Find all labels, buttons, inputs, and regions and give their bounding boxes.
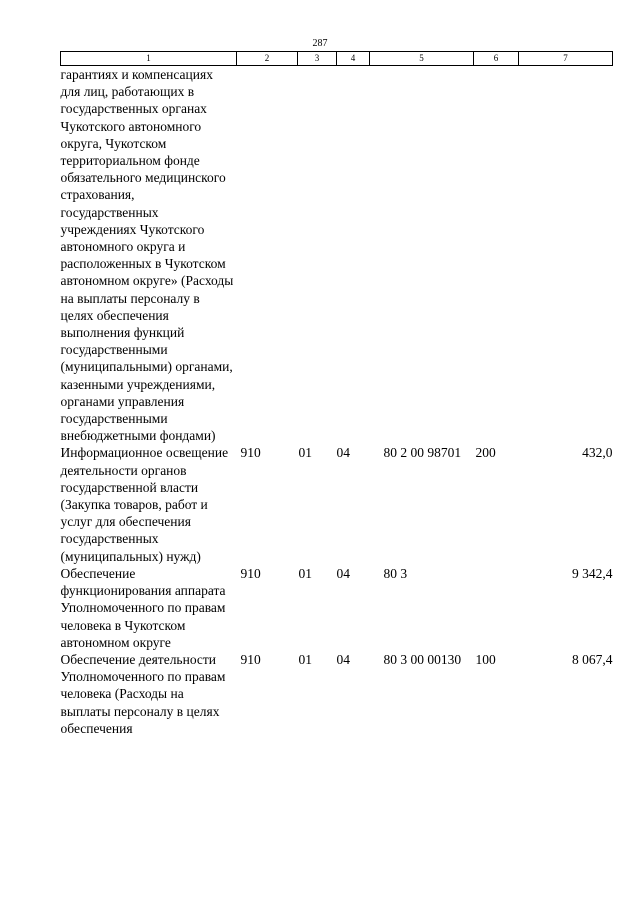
row-amount: 8 067,4 (572, 651, 613, 667)
table-row (61, 651, 613, 737)
row-amount: 9 342,4 (572, 565, 613, 581)
row-ministry-code: 910 (240, 565, 261, 581)
row-description: гарантиях и компенсациях для лиц, работающих в государственных органах Чукотского автономного округа, Чукотском территориальном фонде обязательного медицинского страхования, государственных учреждениях Чукотского автономного округа и расположенных в Чукотском автономном округе» (Расходы на выплаты персоналу в целях обеспечения выполнения функций государственными (муниципальными) органами, казенными учреждениями, органами управления государственными внебюджетными фондами) (60, 67, 234, 444)
row-subsection-code: 04 (336, 651, 350, 667)
row-ministry-code: 910 (240, 445, 261, 461)
column-number-row (61, 52, 613, 66)
row-description: Обеспечение функционирования аппарата Уполномоченного по правам человека в Чукотском автономном округе (60, 565, 226, 650)
row-ministry-code: 910 (240, 651, 261, 667)
row-target-article: 80 3 (383, 565, 408, 581)
row-section-code (298, 66, 337, 445)
table-row (61, 444, 613, 564)
row-section-code: 01 (298, 651, 312, 667)
row-target-article: 80 3 00 00130 (383, 651, 462, 667)
row-expense-type (474, 565, 519, 651)
row-amount (519, 66, 613, 445)
column-header-1: 1 (61, 52, 237, 66)
row-expense-type (474, 66, 519, 445)
column-header-7: 7 (519, 52, 613, 66)
page-number: 287 (312, 38, 328, 49)
row-section-code: 01 (298, 565, 312, 581)
row-ministry-code (237, 66, 298, 445)
budget-table (60, 51, 613, 737)
row-target-article (370, 66, 474, 445)
table-header (61, 52, 613, 66)
column-header-5: 5 (370, 52, 474, 66)
row-description: Обеспечение деятельности Уполномоченного по правам человека (Расходы на выплаты персоналу в целях обеспечения (60, 651, 226, 736)
column-header-2: 2 (237, 52, 298, 66)
row-subsection-code: 04 (336, 445, 350, 461)
row-target-article: 80 2 00 98701 (383, 445, 462, 461)
column-header-6: 6 (474, 52, 519, 66)
row-amount: 432,0 (582, 445, 613, 461)
row-expense-type: 100 (475, 651, 496, 667)
row-section-code: 01 (298, 445, 312, 461)
row-description: Информационное освещение деятельности органов государственной власти (Закупка товаров, работ и услуг для обеспечения государственных (муниципальных) нужд) (60, 445, 229, 564)
column-header-4: 4 (337, 52, 370, 66)
table-row (61, 565, 613, 651)
row-subsection-code: 04 (336, 565, 350, 581)
column-header-3: 3 (298, 52, 337, 66)
row-subsection-code (337, 66, 370, 445)
row-expense-type: 200 (475, 445, 496, 461)
table-row (61, 66, 613, 445)
